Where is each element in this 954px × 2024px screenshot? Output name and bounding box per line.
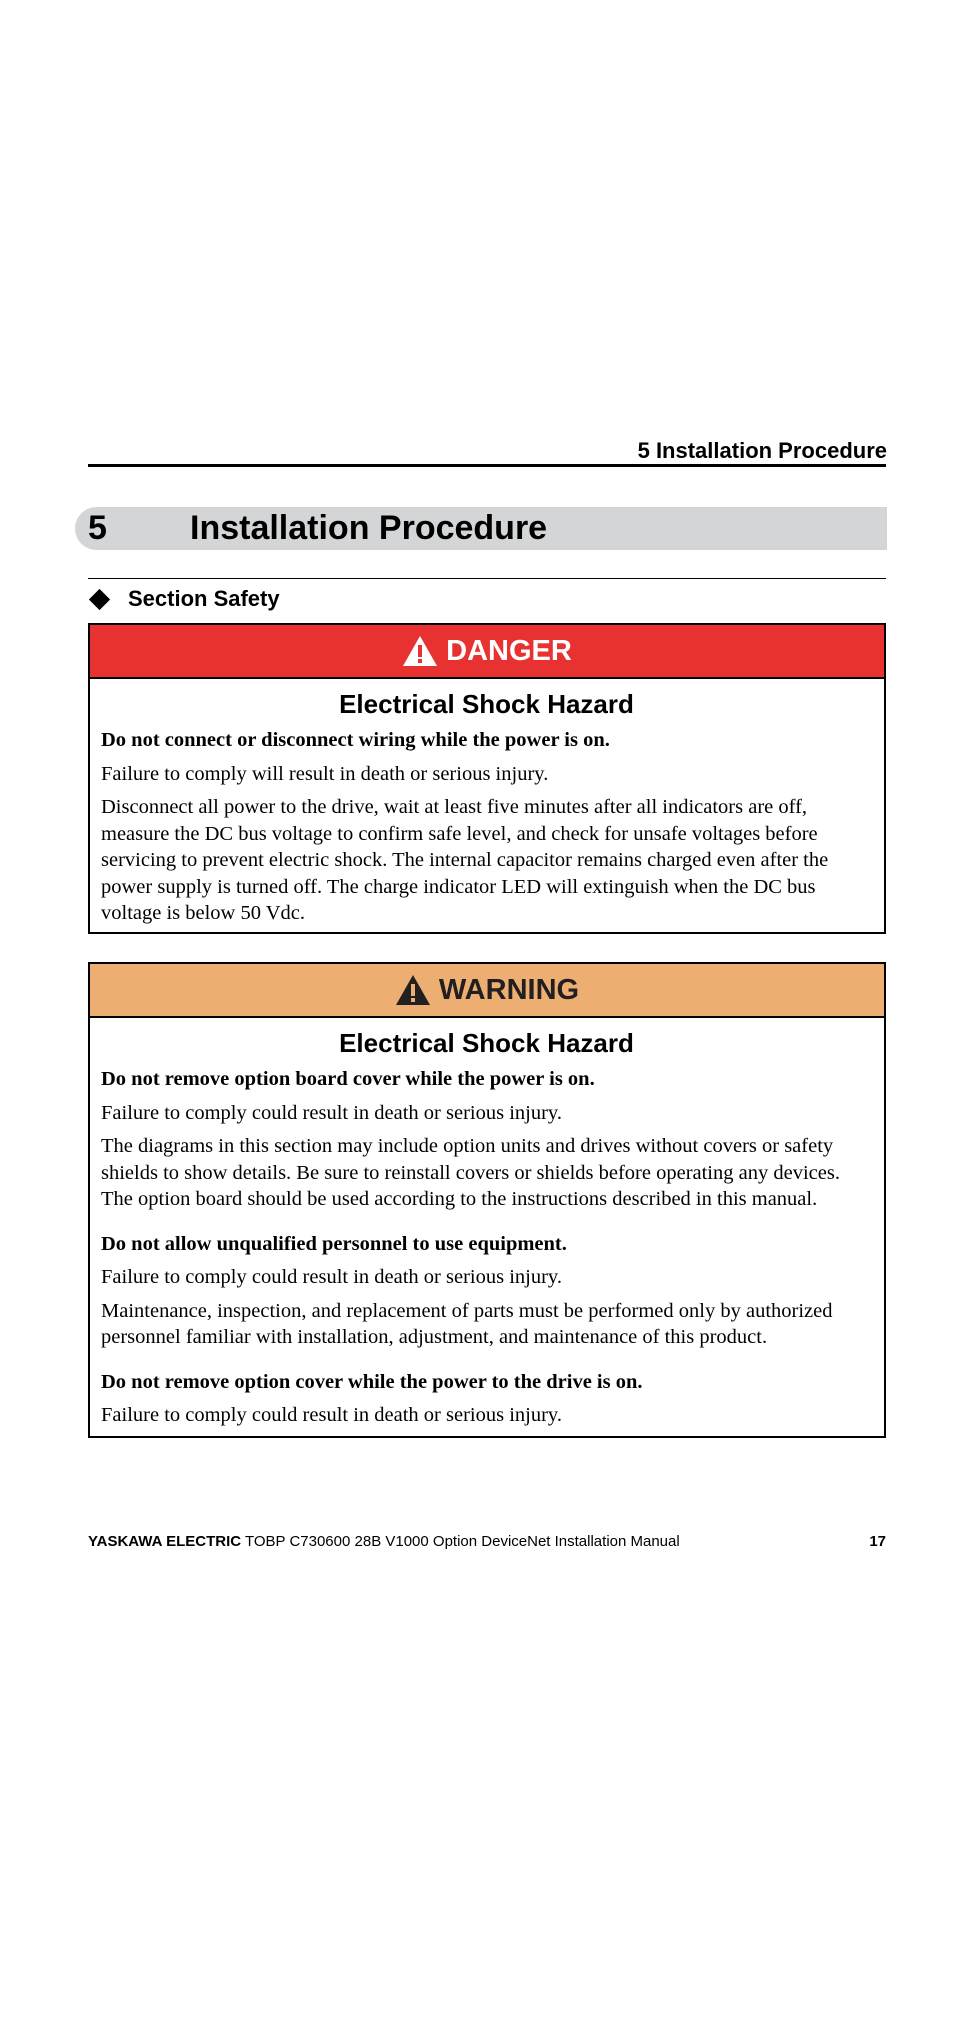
warning-detail-2: Maintenance, inspection, and replacement of parts must be performed only by authorized personnel familiar with installation, adjustment, and maintenance of this product. bbox=[101, 1299, 833, 1348]
page-footer bbox=[88, 1533, 886, 1550]
section-title: Installation Procedure bbox=[190, 509, 548, 547]
warning-consequence-3: Failure to comply could result in death or serious injury. bbox=[101, 1404, 562, 1426]
footer-document: TOBP C730600 28B V1000 Option DeviceNet Installation Manual bbox=[244, 1533, 680, 1550]
subsection-heading bbox=[88, 584, 280, 614]
warning-detail-1: The diagrams in this section may include option units and drives without covers or safety shields to show details. Be sure to reinstall covers or shields before operating any devices. The option board should be used according to the instructions described in this manual. bbox=[101, 1135, 840, 1210]
running-header: 5 Installation Procedure bbox=[637, 438, 887, 463]
danger-label: DANGER bbox=[446, 634, 572, 667]
subsection-title: Section Safety bbox=[128, 586, 280, 611]
warning-triangle-icon bbox=[395, 974, 431, 1006]
subsection-rule bbox=[88, 578, 886, 579]
warning-header bbox=[90, 964, 884, 1018]
warning-instruction-1: Do not remove option board cover while the power is on. bbox=[101, 1068, 595, 1090]
warning-box bbox=[88, 962, 886, 1438]
danger-body bbox=[90, 679, 884, 927]
danger-box bbox=[88, 623, 886, 934]
section-number: 5 bbox=[88, 509, 107, 547]
warning-triangle-icon bbox=[402, 635, 438, 667]
warning-instruction-3: Do not remove option cover while the power to the drive is on. bbox=[101, 1370, 643, 1393]
danger-header bbox=[90, 625, 884, 679]
danger-detail: Disconnect all power to the drive, wait at least five minutes after all indicators are off, measure the DC bus voltage to confirm safe level, and check for unsafe voltages before servicing to prevent electric shock. The internal capacitor remains charged even after the power supply is turned off. The charge indicator LED will extinguish when the DC bus voltage is below 50 Vdc. bbox=[101, 796, 829, 924]
warning-instruction-2: Do not allow unqualified personnel to use equipment. bbox=[101, 1232, 567, 1255]
page-number: 17 bbox=[869, 1533, 886, 1550]
header-rule bbox=[88, 464, 886, 467]
section-heading bbox=[75, 507, 887, 550]
danger-hazard-title: Electrical Shock Hazard bbox=[339, 689, 634, 719]
warning-label: WARNING bbox=[438, 973, 580, 1006]
footer-brand: YASKAWA ELECTRIC bbox=[88, 1533, 242, 1550]
danger-consequence: Failure to comply will result in death or serious injury. bbox=[101, 762, 549, 785]
danger-instruction: Do not connect or disconnect wiring while the power is on. bbox=[101, 729, 610, 751]
warning-body bbox=[90, 1018, 884, 1429]
warning-hazard-title: Electrical Shock Hazard bbox=[339, 1028, 634, 1058]
diamond-bullet-icon bbox=[89, 588, 110, 609]
warning-consequence-1: Failure to comply could result in death or serious injury. bbox=[101, 1101, 562, 1124]
warning-consequence-2: Failure to comply could result in death or serious injury. bbox=[101, 1266, 562, 1288]
